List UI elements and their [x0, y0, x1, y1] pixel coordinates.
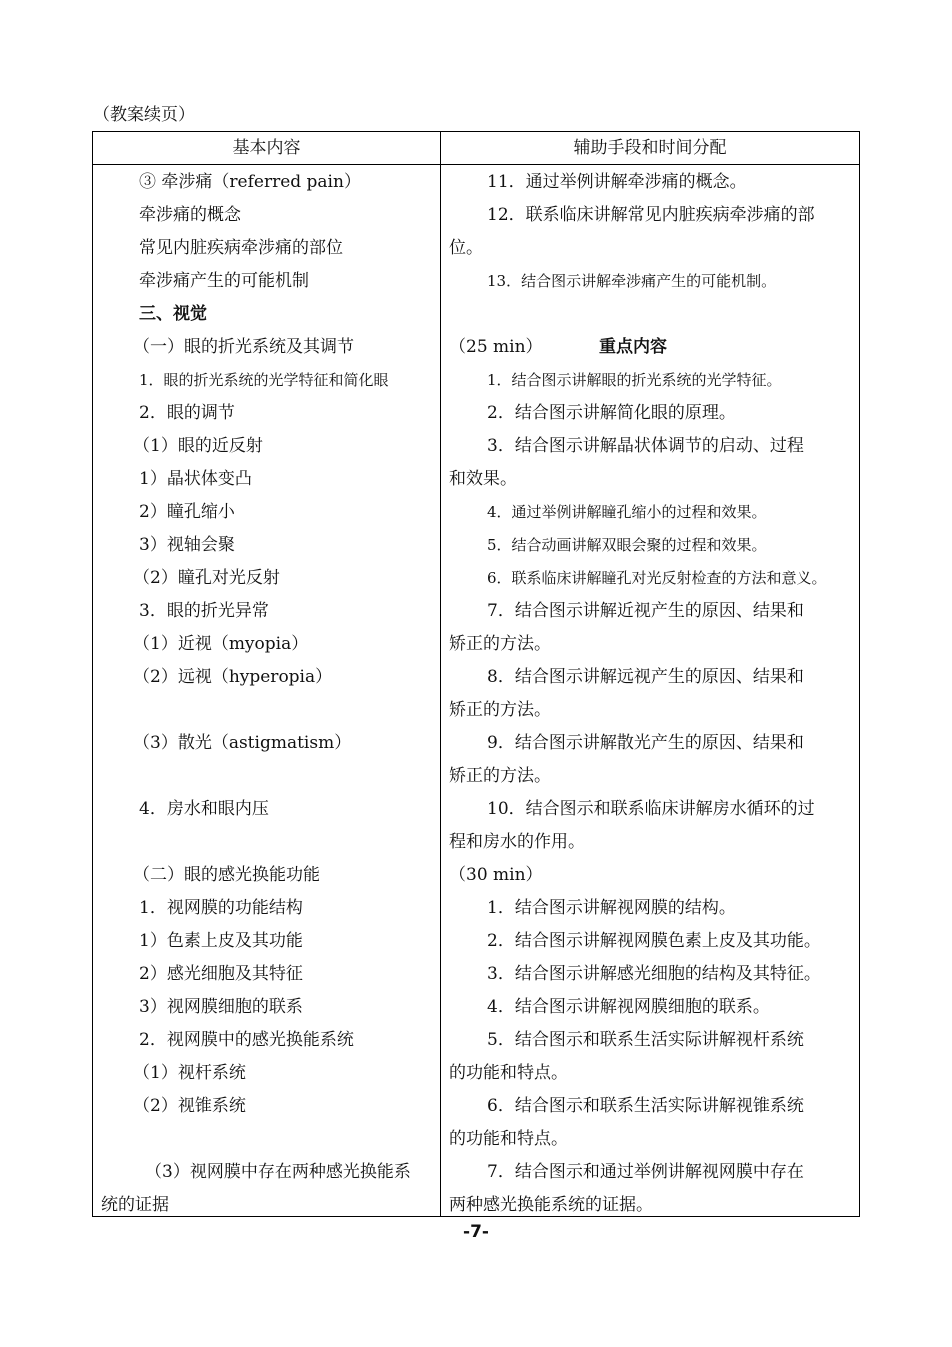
aid-line: [441, 298, 859, 331]
aid-line: 4．通过举例讲解瞳孔缩小的过程和效果。: [487, 503, 767, 521]
time-allocation: （25 min）: [449, 337, 543, 357]
content-line: （3）视网膜中存在两种感光换能系: [145, 1162, 411, 1182]
page-caption: （教案续页）: [93, 105, 195, 125]
aid-line: 4．结合图示讲解视网膜细胞的联系。: [487, 997, 770, 1017]
aid-line: 两种感光换能系统的证据。: [449, 1195, 653, 1215]
aid-line: 3．结合图示讲解感光细胞的结构及其特征。: [487, 964, 821, 984]
content-line: 常见内脏疾病牵涉痛的部位: [139, 238, 343, 258]
aid-line: 程和房水的作用。: [449, 832, 585, 852]
aid-line: 9．结合图示讲解散光产生的原因、结果和: [487, 733, 804, 753]
aid-line: 7．结合图示和通过举例讲解视网膜中存在: [487, 1162, 804, 1182]
aid-line: 8．结合图示讲解远视产生的原因、结果和: [487, 667, 804, 687]
content-line: [93, 826, 440, 859]
aid-line: 6．联系临床讲解瞳孔对光反射检查的方法和意义。: [487, 569, 827, 587]
key-content-label: 重点内容: [599, 337, 667, 357]
basic-content-column: [93, 166, 440, 1222]
aid-line: 5．结合动画讲解双眼会聚的过程和效果。: [487, 536, 767, 554]
content-line: 牵涉痛的概念: [139, 205, 241, 225]
aid-line: 2．结合图示讲解简化眼的原理。: [487, 403, 736, 423]
content-line: 2．视网膜中的感光换能系统: [139, 1030, 354, 1050]
content-line: （1）视杆系统: [133, 1063, 246, 1083]
time-allocation: （30 min）: [449, 865, 543, 885]
aid-line: 的功能和特点。: [449, 1063, 568, 1083]
header-divider: [93, 164, 859, 165]
aid-line: 2．结合图示讲解视网膜色素上皮及其功能。: [487, 931, 821, 951]
content-line: [93, 694, 440, 727]
section-heading: 三、视觉: [139, 304, 207, 324]
content-line: 1）色素上皮及其功能: [139, 931, 303, 951]
aid-line: 13．结合图示讲解牵涉痛产生的可能机制。: [487, 272, 777, 290]
aid-line: 6．结合图示和联系生活实际讲解视锥系统: [487, 1096, 804, 1116]
aid-line: 矫正的方法。: [449, 700, 551, 720]
content-line: 1．眼的折光系统的光学特征和简化眼: [139, 371, 389, 389]
page-number: -7-: [463, 1222, 489, 1242]
content-line: 4．房水和眼内压: [139, 799, 269, 819]
aid-line: 1．结合图示讲解视网膜的结构。: [487, 898, 736, 918]
content-line: 3．眼的折光异常: [139, 601, 269, 621]
content-line: （2）瞳孔对光反射: [133, 568, 280, 588]
aid-line: 3．结合图示讲解晶状体调节的启动、过程: [487, 436, 804, 456]
content-line: （1）近视（myopia）: [133, 634, 309, 654]
lesson-plan-table: [92, 131, 860, 1217]
content-line: 3）视网膜细胞的联系: [139, 997, 303, 1017]
content-line: 1．视网膜的功能结构: [139, 898, 303, 918]
content-line: 统的证据: [101, 1195, 169, 1215]
aid-line: 12．联系临床讲解常见内脏疾病牵涉痛的部: [487, 205, 815, 225]
aid-line: 11．通过举例讲解牵涉痛的概念。: [487, 172, 747, 192]
content-line: （1）眼的近反射: [133, 436, 263, 456]
subsection-heading: （二）眼的感光换能功能: [133, 865, 320, 885]
content-line: （3）散光（astigmatism）: [133, 733, 352, 753]
content-line: 2）感光细胞及其特征: [139, 964, 303, 984]
aid-line-with-key: [441, 331, 859, 364]
subsection-heading: （一）眼的折光系统及其调节: [133, 337, 354, 357]
aid-line: 7．结合图示讲解近视产生的原因、结果和: [487, 601, 804, 621]
content-line: [93, 760, 440, 793]
content-line: ③ 牵涉痛（referred pain）: [139, 172, 361, 192]
header-aids-and-time: 辅助手段和时间分配: [573, 138, 727, 158]
aid-line: 10．结合图示和联系临床讲解房水循环的过: [487, 799, 815, 819]
content-line: 1）晶状体变凸: [139, 469, 252, 489]
aid-line: 矫正的方法。: [449, 634, 551, 654]
aid-line: 1．结合图示讲解眼的折光系统的光学特征。: [487, 371, 782, 389]
content-line: 2．眼的调节: [139, 403, 235, 423]
content-line: 2）瞳孔缩小: [139, 502, 235, 522]
content-line: 3）视轴会聚: [139, 535, 235, 555]
aid-line: 位。: [449, 238, 483, 258]
aids-column: [441, 166, 859, 1222]
content-line: 牵涉痛产生的可能机制: [139, 271, 309, 291]
aid-line: 和效果。: [449, 469, 517, 489]
aid-line: 矫正的方法。: [449, 766, 551, 786]
aid-line: 5．结合图示和联系生活实际讲解视杆系统: [487, 1030, 804, 1050]
content-line: （2）视锥系统: [133, 1096, 246, 1116]
content-line: [93, 1123, 440, 1156]
content-line: （2）远视（hyperopia）: [133, 667, 333, 687]
header-basic-content: 基本内容: [232, 138, 301, 158]
aid-line: 的功能和特点。: [449, 1129, 568, 1149]
